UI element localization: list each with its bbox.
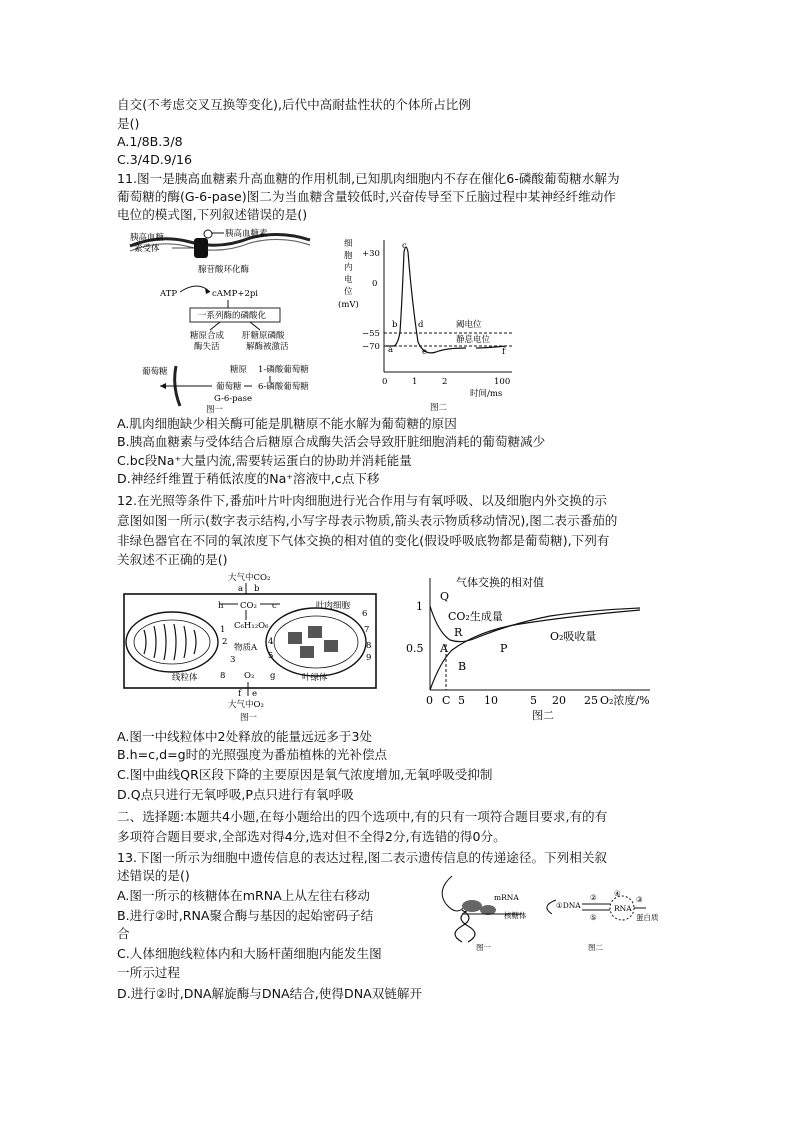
x-tick: 10: [484, 694, 498, 707]
point-label: A: [440, 642, 448, 655]
dna-label: ①DNA: [556, 901, 581, 910]
phosphorylase-label: 肝糖原磷酸: [242, 331, 285, 341]
o2-label: O₂: [244, 671, 255, 681]
number-label: 3: [230, 655, 236, 665]
number-label: 2: [222, 637, 228, 647]
point-label: B: [458, 660, 467, 673]
option-b: B.h=c,d=g时的光照强度为番茄植株的光补偿点: [117, 747, 388, 762]
x-tick: C: [442, 694, 451, 707]
axis-unit: (mV): [338, 300, 359, 310]
letter-label: c: [272, 601, 277, 611]
axis-label: 胞: [344, 251, 353, 261]
text-line: 述错误的是(): [117, 868, 190, 883]
option-a: A.肌肉细胞缺少相关酶可能是肌糖原不能水解为葡萄糖的原因: [117, 416, 457, 431]
text-line: C.3/4D.9/16: [117, 152, 193, 167]
text-line: 关叙述不正确的是(): [117, 552, 228, 567]
o2-series-label: O₂吸收量: [550, 630, 597, 643]
number-label: 4: [268, 637, 274, 647]
point-label: d: [418, 320, 424, 330]
point-label: a: [388, 345, 394, 355]
y-tick: −70: [362, 342, 380, 352]
action-potential-figure: [336, 232, 526, 412]
text-line: 多项符合题目要求,全部选对得4分,选对但不全得2分,有选错的得0分。: [117, 829, 506, 844]
option-c: C.人体细胞线粒体内和大肠杆菌细胞内能发生图: [117, 946, 382, 961]
axis-label: 位: [344, 287, 353, 297]
x-tick: 5: [530, 694, 537, 707]
option-c: C.图中曲线QR区段下降的主要原因是氧气浓度增加,无氧呼吸受抑制: [117, 767, 493, 782]
g6pase-label: G-6-pase: [214, 394, 253, 404]
point-label: c: [402, 241, 407, 251]
glucose-label: 葡萄糖: [216, 382, 242, 392]
mitochondrion-label: 线粒体: [172, 673, 198, 683]
letter-label: h: [218, 601, 224, 611]
point-label: b: [392, 320, 398, 330]
text-line: 意图如图一所示(数字表示结构,小写字母表示物质,箭头表示物质移动情况),图二表示番茄的: [117, 513, 618, 528]
letter-label: g: [270, 671, 276, 681]
cell-exchange-figure: [120, 570, 380, 722]
co2-label: CO₂: [240, 601, 257, 611]
x-tick: 0: [382, 377, 388, 387]
mrna-label: mRNA: [494, 893, 519, 902]
text-line: 自交(不考虑交叉互换等变化),后代中高耐盐性状的个体所占比例: [117, 97, 471, 112]
glucose-label: 葡萄糖: [142, 367, 168, 377]
threshold-label: 阈电位: [456, 320, 482, 330]
x-tick: 25: [584, 694, 598, 707]
point-label: e: [422, 347, 428, 357]
x-tick: 100: [494, 377, 511, 387]
text-line: 电位的模式图,下列叙述错误的是(): [117, 207, 308, 222]
number-label: 8: [220, 671, 226, 681]
glycogen-label: 糖原: [230, 365, 248, 375]
figure-caption: 图一: [240, 713, 258, 722]
point-label: f: [502, 347, 506, 357]
point-label: Q: [440, 590, 450, 603]
gene-expression-figure: [432, 870, 662, 952]
glucagon-label: 胰高血糖素: [225, 229, 268, 239]
camp-label: cAMP+2pi: [212, 289, 259, 299]
letter-label: e: [252, 689, 258, 699]
question-11-stem: 11.图一是胰高血糖素升高血糖的作用机制,已知肌肉细胞内不存在催化6-磷酸葡萄糖水解为: [117, 171, 620, 186]
rna-label: RNA: [614, 904, 632, 913]
question-12-stem: 12.在光照等条件下,番茄叶片叶肉细胞进行光合作用与有氧呼吸、以及细胞内外交换的示: [117, 493, 608, 508]
y-tick: 1: [416, 600, 423, 613]
mesophyll-label: 叶肉细胞: [316, 601, 351, 611]
process-number: ⑤: [590, 913, 597, 922]
section-heading: 二、选择题:本题共4小题,在每小题给出的四个选项中,有的只有一项符合题目要求,有的有: [117, 809, 608, 824]
x-axis-label: 时间/ms: [470, 389, 503, 399]
letter-label: f: [238, 689, 242, 699]
option-a: A.图一中线粒体中2处释放的能量远远多于3处: [117, 729, 373, 744]
option-d: D.Q点只进行无氧呼吸,P点只进行有氧呼吸: [117, 787, 354, 802]
y-tick: 0: [372, 279, 378, 289]
figure-caption: 图二: [588, 943, 603, 952]
point-label: R: [454, 626, 463, 639]
atmosphere-o2-label: 大气中O₂: [228, 700, 264, 710]
number-label: 5: [268, 651, 274, 661]
chart-title: 气体交换的相对值: [456, 576, 544, 589]
option-c: C.bc段Na⁺大量内流,需要转运蛋白的协助并消耗能量: [117, 453, 412, 468]
option-d: D.神经纤维置于稍低浓度的Na⁺溶液中,c点下移: [117, 471, 380, 486]
atmosphere-co2-label: 大气中CO₂: [228, 573, 271, 583]
x-tick: 2: [442, 377, 448, 387]
text-line: 葡萄糖的酶(G-6-pase)图二为当血糖含量较低时,兴奋传导至下丘脑过程中某神经纤维动作: [117, 189, 616, 204]
number-label: 1: [220, 625, 226, 635]
glucagon-mechanism-figure: [120, 226, 320, 414]
receptor-label: 胰高血糖: [130, 233, 165, 243]
letter-label: a: [238, 584, 244, 594]
number-label: 7: [364, 625, 370, 635]
g1p-label: 1-磷酸葡萄糖: [258, 365, 309, 375]
enzyme-label: 腺苷酸环化酶: [198, 265, 250, 275]
text-line: 非绿色器官在不同的氧浓度下气体交换的相对值的变化(假设呼吸底物都是葡萄糖),下列有: [117, 533, 610, 548]
axis-label: 电: [344, 275, 353, 285]
g6p-label: 6-磷酸葡萄糖: [258, 382, 309, 392]
number-label: 6: [362, 609, 368, 619]
x-axis-label: O₂浓度/%: [600, 694, 650, 707]
option-b: B.进行②时,RNA聚合酶与基因的起始密码子结: [117, 908, 374, 923]
protein-label: 蛋白质: [636, 913, 659, 922]
option-d: D.进行②时,DNA解旋酶与DNA结合,使得DNA双链解开: [117, 986, 423, 1001]
text-line: A.1/8B.3/8: [117, 134, 183, 149]
process-number: ④: [614, 889, 621, 898]
option-b: B.胰高血糖素与受体结合后糖原合成酶失活会导致肝脏细胞消耗的葡萄糖减少: [117, 434, 546, 449]
phosphorylation-box: 一系列酶的磷酸化: [198, 311, 267, 321]
number-label: 8: [366, 641, 372, 651]
figure-caption: 图一: [476, 943, 491, 952]
glucose-label: C₆H₁₂O₆: [234, 621, 269, 631]
process-number: ②: [590, 893, 597, 902]
ribosome-label: 核糖体: [504, 911, 527, 920]
text-line: 是(): [117, 116, 140, 131]
process-number: ③: [636, 895, 643, 904]
question-13-stem: 13.下图一所示为细胞中遗传信息的表达过程,图二表示遗传信息的传递途径。下列相关叙: [117, 850, 608, 865]
text-line: 合: [117, 926, 130, 941]
chloroplast-label: 叶绿体: [302, 673, 328, 683]
point-label: P: [500, 642, 508, 655]
x-tick: 20: [552, 694, 566, 707]
resting-label: 静息电位: [456, 335, 491, 345]
receptor-label: 素受体: [134, 244, 160, 254]
axis-label: 内: [344, 263, 353, 273]
axis-label: 细: [344, 239, 353, 249]
option-a: A.图一所示的核糖体在mRNA上从左往右移动: [117, 888, 370, 903]
x-tick: 1: [412, 377, 418, 387]
figure-caption: 图一: [206, 405, 224, 414]
y-tick: +30: [362, 249, 380, 259]
number-label: 9: [366, 653, 372, 663]
gas-exchange-chart: [400, 572, 662, 722]
co2-series-label: CO₂生成量: [448, 610, 503, 623]
figure-caption: 图二: [532, 709, 554, 722]
x-tick: 0: [426, 694, 433, 707]
y-tick: 0.5: [406, 642, 424, 655]
letter-label: b: [254, 584, 260, 594]
synthase-label: 酶失活: [194, 342, 220, 352]
text-line: 一所示过程: [117, 965, 180, 980]
synthase-label: 糖原合成: [190, 331, 225, 341]
figure-caption: 图二: [430, 403, 448, 412]
atp-label: ATP: [160, 289, 178, 299]
y-tick: −55: [362, 329, 380, 339]
substance-a-label: 物质A: [234, 643, 258, 653]
x-tick: 5: [458, 694, 465, 707]
phosphorylase-label: 解酶被激活: [246, 342, 289, 352]
